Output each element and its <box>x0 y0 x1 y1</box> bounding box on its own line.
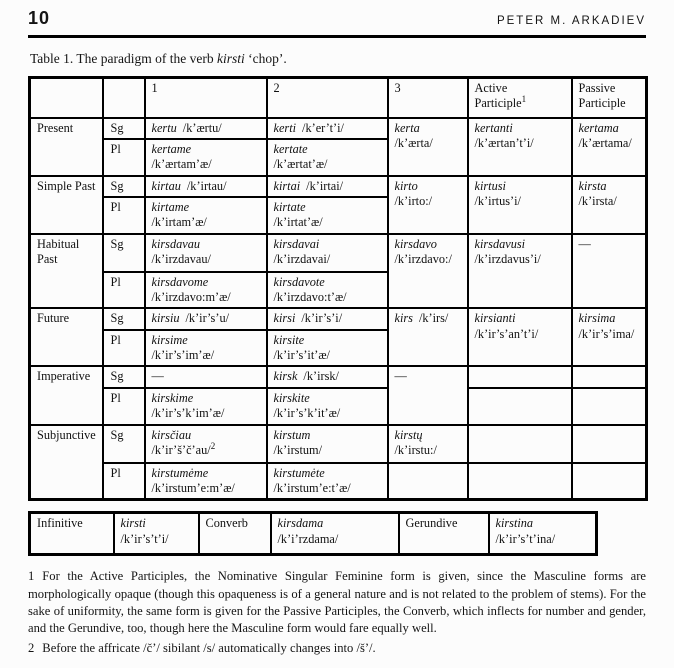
ipa-transcription: /k’ir’s’im’æ/ <box>151 348 215 363</box>
verb-form: kirsdavote <box>273 274 325 289</box>
em-dash: — <box>151 369 164 384</box>
cell-present-sg-1 <box>145 118 267 139</box>
verb-form: kertame <box>151 141 192 156</box>
ipa-transcription: /k’er’t’i/ <box>302 120 344 135</box>
caption-verb: kirsti <box>217 51 245 66</box>
cell-subjunctive-pl-1 <box>145 463 267 500</box>
running-head-author: PETER M. ARKADIEV <box>496 15 646 27</box>
ipa-transcription: /k’irtat’æ/ <box>273 215 323 230</box>
verb-form: kirtau <box>151 178 181 193</box>
cell-simple-past-3 <box>388 176 468 234</box>
header-blank-tense <box>30 78 103 118</box>
cell-imperative-3-dash <box>388 366 468 424</box>
verb-form: kirstumėme <box>151 465 209 480</box>
ipa-transcription: /k’irsk/ <box>303 369 339 384</box>
number-label-pl: Pl <box>103 139 145 176</box>
cell-future-passive <box>572 308 647 366</box>
label-gerundive: Gerundive <box>399 513 489 555</box>
cell-future-active <box>468 308 572 366</box>
nonfinite-forms-table <box>28 511 598 556</box>
ipa-transcription: /k’irzdavo:m’æ/ <box>151 290 231 305</box>
cell-habitual-past-sg-1 <box>145 234 267 272</box>
cell-imperative-pl-2 <box>267 388 388 425</box>
footnote-marker-2: 2 <box>210 440 216 451</box>
verb-form: kirsdama <box>277 516 324 531</box>
ipa-transcription: /k’irtai/ <box>306 178 344 193</box>
header-stem-2: 2 <box>267 78 388 118</box>
cell-present-pl-2 <box>267 139 388 176</box>
number-label-sg: Sg <box>103 308 145 329</box>
verb-form: kirsite <box>273 332 305 347</box>
verb-form: kirstumėte <box>273 465 325 480</box>
ipa-transcription: /k’irzdavai/ <box>273 252 331 267</box>
cell-subjunctive-sg-active-empty <box>468 425 572 463</box>
verb-form: kerta <box>394 120 420 135</box>
cell-habitual-past-pl-1 <box>145 272 267 309</box>
cell-subjunctive-pl-3-empty <box>388 463 468 500</box>
footnote-2 <box>28 640 646 657</box>
cell-simple-past-sg-2 <box>267 176 388 197</box>
verb-form: kirsi <box>273 311 296 326</box>
cell-imperative-pl-active-empty <box>468 388 572 425</box>
verb-form: kirsk <box>273 369 298 384</box>
cell-future-pl-1 <box>145 330 267 367</box>
ipa-transcription: /k’irstum’e:t’æ/ <box>273 480 351 495</box>
verb-form: kertate <box>273 141 308 156</box>
row-label-simple-past: Simple Past <box>30 176 103 234</box>
cell-habitual-past-active <box>468 234 572 309</box>
ipa-transcription: /k’irstu:/ <box>394 442 437 457</box>
verb-form: kirsime <box>151 332 188 347</box>
cell-habitual-past-passive-dash <box>572 234 647 309</box>
ipa-transcription: /k’ir’s’t’i/ <box>120 531 169 546</box>
table-row <box>30 513 597 555</box>
number-label-sg: Sg <box>103 234 145 272</box>
footnote-1-text: For the Active Participles, the Nominative Singular Feminine form is given, since the Masculine forms are morphologically opaque (though this opaqueness is of a general nature and is not related to the problem of stems). For the sake of uniformity, the same form is given for the Passive Participles, the Converb, which inflects for number and gender, and the Gerundive, too, though here the Masculine form would fare equally well. <box>28 569 646 636</box>
footnote-1 <box>28 568 646 638</box>
row-label-future: Future <box>30 308 103 366</box>
ipa-transcription: /k’irtam’æ/ <box>151 215 207 230</box>
verb-form: kirtusi <box>474 178 506 193</box>
table-row <box>30 308 647 329</box>
verb-form: kirsiu <box>151 311 180 326</box>
table-row <box>30 388 647 425</box>
ipa-transcription: /k’irstum/ <box>273 442 323 457</box>
table-row <box>30 118 647 139</box>
ipa-transcription: /k’irs/ <box>418 311 449 326</box>
verb-form: kertu <box>151 120 177 135</box>
cell-infinitive <box>114 513 199 555</box>
row-label-present: Present <box>30 118 103 176</box>
verb-form: kirtame <box>151 199 190 214</box>
header-active-participle: Active Participle$^1$ <box>468 78 572 118</box>
verb-form: kirstų <box>394 427 423 442</box>
row-label-imperative: Imperative <box>30 366 103 424</box>
cell-future-sg-1 <box>145 308 267 329</box>
ipa-transcription: /k’irzdavau/ <box>151 252 211 267</box>
verb-form: kirskime <box>151 390 194 405</box>
cell-imperative-pl-passive-empty <box>572 388 647 425</box>
cell-subjunctive-pl-passive-empty <box>572 463 647 500</box>
number-label-sg: Sg <box>103 176 145 197</box>
ipa-transcription: /k’irtau/ <box>186 178 227 193</box>
cell-present-passive <box>572 118 647 176</box>
cell-simple-past-active <box>468 176 572 234</box>
cell-future-3 <box>388 308 468 366</box>
header-rule <box>28 35 646 38</box>
row-label-habitual-past: Habitual Past <box>30 234 103 309</box>
verb-form: kirsima <box>578 311 616 326</box>
verb-form: kirtai <box>273 178 301 193</box>
table-row <box>30 425 647 463</box>
label-infinitive: Infinitive <box>30 513 114 555</box>
footnote-2-marker: 2 <box>28 640 35 655</box>
cell-simple-past-sg-1 <box>145 176 267 197</box>
cell-simple-past-pl-1 <box>145 197 267 234</box>
page-number: 10 <box>28 8 51 28</box>
cell-imperative-sg-passive-empty <box>572 366 647 387</box>
ipa-transcription: /k’ir’s’i/ <box>301 311 343 326</box>
verb-form: kirsdavau <box>151 236 200 251</box>
verb-form: kirtate <box>273 199 306 214</box>
header-stem-3: 3 <box>388 78 468 118</box>
header-blank-number <box>103 78 145 118</box>
cell-habitual-past-3 <box>388 234 468 309</box>
running-header <box>28 8 646 29</box>
ipa-transcription: /k’ærtama/ <box>578 135 632 150</box>
ipa-transcription: /k’irzdavo:/ <box>394 252 452 267</box>
ipa-transcription: /k’i’rzdama/ <box>277 531 339 546</box>
footnote-marker-1: 1 <box>521 94 527 105</box>
verb-form: kirs <box>394 311 413 326</box>
em-dash: — <box>578 236 591 251</box>
ipa-transcription: /k’irto:/ <box>394 193 433 208</box>
table-row <box>30 463 647 500</box>
cell-subjunctive-sg-3 <box>388 425 468 463</box>
verb-form: kertanti <box>474 120 513 135</box>
cell-present-active <box>468 118 572 176</box>
ipa-transcription: /k’irzdavo:t’æ/ <box>273 290 347 305</box>
table-row <box>30 78 647 118</box>
ipa-transcription: /k’ærta/ <box>394 135 433 150</box>
number-label-sg: Sg <box>103 118 145 139</box>
header-stem-1: 1 <box>145 78 267 118</box>
caption-prefix: Table 1. The paradigm of the verb <box>30 51 214 66</box>
cell-subjunctive-pl-2 <box>267 463 388 500</box>
ipa-transcription: /k’ir’s’t’ina/ <box>495 531 556 546</box>
verb-form: kirsdavo <box>394 236 437 251</box>
cell-imperative-sg-2 <box>267 366 388 387</box>
verb-form: kirsdavome <box>151 274 209 289</box>
ipa-transcription: /k’ærtan’t’i/ <box>474 135 534 150</box>
number-label-pl: Pl <box>103 330 145 367</box>
ipa-transcription: /k’ir’s’k’it’æ/ <box>273 406 341 421</box>
footnote-1-marker: 1 <box>28 569 35 584</box>
cell-future-sg-2 <box>267 308 388 329</box>
cell-simple-past-pl-2 <box>267 197 388 234</box>
ipa-transcription: /k’ærtat’æ/ <box>273 157 328 172</box>
cell-imperative-sg-1-dash <box>145 366 267 387</box>
verb-form: kirsta <box>578 178 607 193</box>
table-row <box>30 234 647 272</box>
ipa-transcription: /k’irsta/ <box>578 193 617 208</box>
cell-habitual-past-pl-2 <box>267 272 388 309</box>
ipa-transcription: /k’irtus’i/ <box>474 193 521 208</box>
ipa-transcription: /k’ir’s’k’im’æ/ <box>151 406 225 421</box>
number-label-pl: Pl <box>103 272 145 309</box>
verb-form: kirstum <box>273 427 311 442</box>
cell-present-sg-2 <box>267 118 388 139</box>
verb-form: kirto <box>394 178 418 193</box>
ipa-transcription: /k’ir’s’u/ <box>185 311 230 326</box>
cell-subjunctive-sg-passive-empty <box>572 425 647 463</box>
verb-form: kirskite <box>273 390 310 405</box>
cell-subjunctive-sg-2 <box>267 425 388 463</box>
em-dash: — <box>394 369 407 384</box>
header-passive-participle: Passive Participle <box>572 78 647 118</box>
number-label-pl: Pl <box>103 463 145 500</box>
verb-form: kerti <box>273 120 297 135</box>
ipa-transcription: /k’ir’s’it’æ/ <box>273 348 330 363</box>
ipa-transcription: /k’irstum’e:m’æ/ <box>151 480 235 495</box>
cell-converb <box>271 513 399 555</box>
cell-gerundive <box>489 513 597 555</box>
cell-present-3 <box>388 118 468 176</box>
verb-form: kirsdavusi <box>474 236 526 251</box>
ipa-transcription: /k’irzdavus’i/ <box>474 252 541 267</box>
footnote-2-text: Before the affricate /č’/ sibilant /s/ automatically changes into /š’/. <box>42 640 376 655</box>
cell-present-pl-1 <box>145 139 267 176</box>
cell-simple-past-passive <box>572 176 647 234</box>
verb-form: kirsdavai <box>273 236 320 251</box>
ipa-transcription: /k’ir’s’ima/ <box>578 326 635 341</box>
verb-form: kirsti <box>120 516 146 531</box>
label-converb: Converb <box>199 513 271 555</box>
number-label-sg: Sg <box>103 366 145 387</box>
caption-suffix: ‘chop’. <box>248 51 287 66</box>
number-label-pl: Pl <box>103 388 145 425</box>
verb-form: kirsčiau <box>151 427 192 442</box>
paradigm-table <box>28 76 648 501</box>
row-label-subjunctive: Subjunctive <box>30 425 103 500</box>
ipa-transcription: /k’ir’s’an’t’i/ <box>474 326 539 341</box>
table-caption <box>30 51 646 67</box>
cell-imperative-sg-active-empty <box>468 366 572 387</box>
ipa-transcription: /k’ærtu/ <box>182 120 222 135</box>
cell-imperative-pl-1 <box>145 388 267 425</box>
table-row <box>30 366 647 387</box>
ipa-transcription: /k’ærtam’æ/ <box>151 157 212 172</box>
cell-subjunctive-pl-active-empty <box>468 463 572 500</box>
verb-form: kirsianti <box>474 311 516 326</box>
cell-subjunctive-sg-1 <box>145 425 267 463</box>
ipa-transcription: /k’ir’š’č’au/$^2$ <box>151 440 216 457</box>
table-row <box>30 176 647 197</box>
verb-form: kirstina <box>495 516 534 531</box>
number-label-sg: Sg <box>103 425 145 463</box>
cell-future-pl-2 <box>267 330 388 367</box>
cell-habitual-past-sg-2 <box>267 234 388 272</box>
number-label-pl: Pl <box>103 197 145 234</box>
verb-form: kertama <box>578 120 619 135</box>
